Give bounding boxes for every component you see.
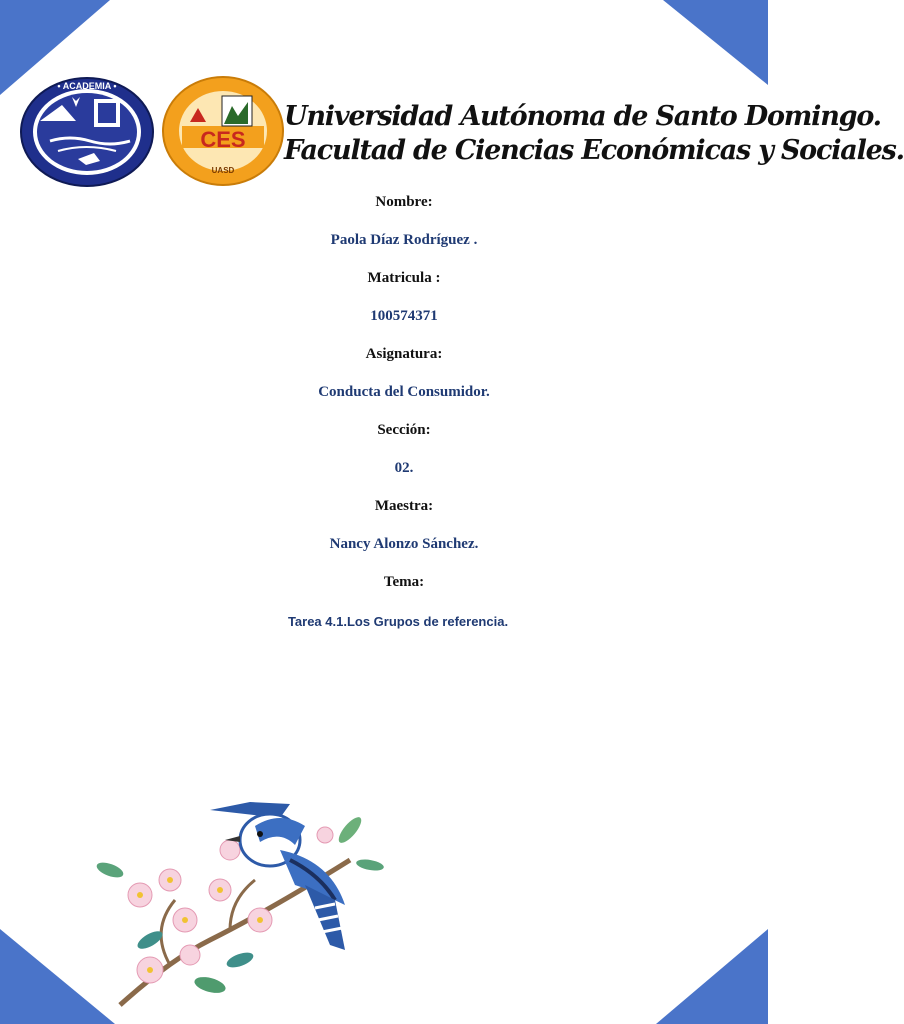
uasd-seal-icon: [18, 75, 156, 189]
tema-label: Tema:: [383, 574, 425, 590]
university-name-line-1: Universidad Autónoma de Santo Domingo.: [284, 101, 881, 132]
ces-seal-lettering: CES: [200, 127, 246, 152]
seccion-value: 02.: [394, 460, 414, 476]
asignatura-value: Conducta del Consumidor.: [318, 384, 490, 400]
matricula-label: Matricula :: [367, 270, 441, 286]
faculty-name-line-2: Facultad de Ciencias Económicas y Sociales.: [284, 135, 904, 166]
ces-seal-icon: [160, 74, 286, 188]
uasd-seal-lettering: • ACADEMIA •: [57, 81, 117, 91]
matricula-value: 100574371: [370, 308, 438, 324]
corner-decoration-bottom-right: [656, 929, 768, 1024]
ces-seal-bottom-lettering: UASD: [211, 166, 235, 175]
university-name: [284, 100, 904, 168]
tema-value: Tarea 4.1.Los Grupos de referencia.: [287, 614, 509, 629]
maestra-label: Maestra:: [374, 498, 434, 514]
university-header: [18, 72, 904, 192]
cover-fields: [0, 190, 808, 648]
maestra-value: Nancy Alonzo Sánchez.: [329, 536, 479, 552]
bird-blossom-illustration: [80, 790, 400, 1020]
asignatura-label: Asignatura:: [365, 346, 443, 362]
seccion-label: Sección:: [377, 422, 431, 438]
nombre-label: Nombre:: [375, 194, 433, 210]
nombre-value: Paola Díaz Rodríguez .: [330, 232, 478, 248]
